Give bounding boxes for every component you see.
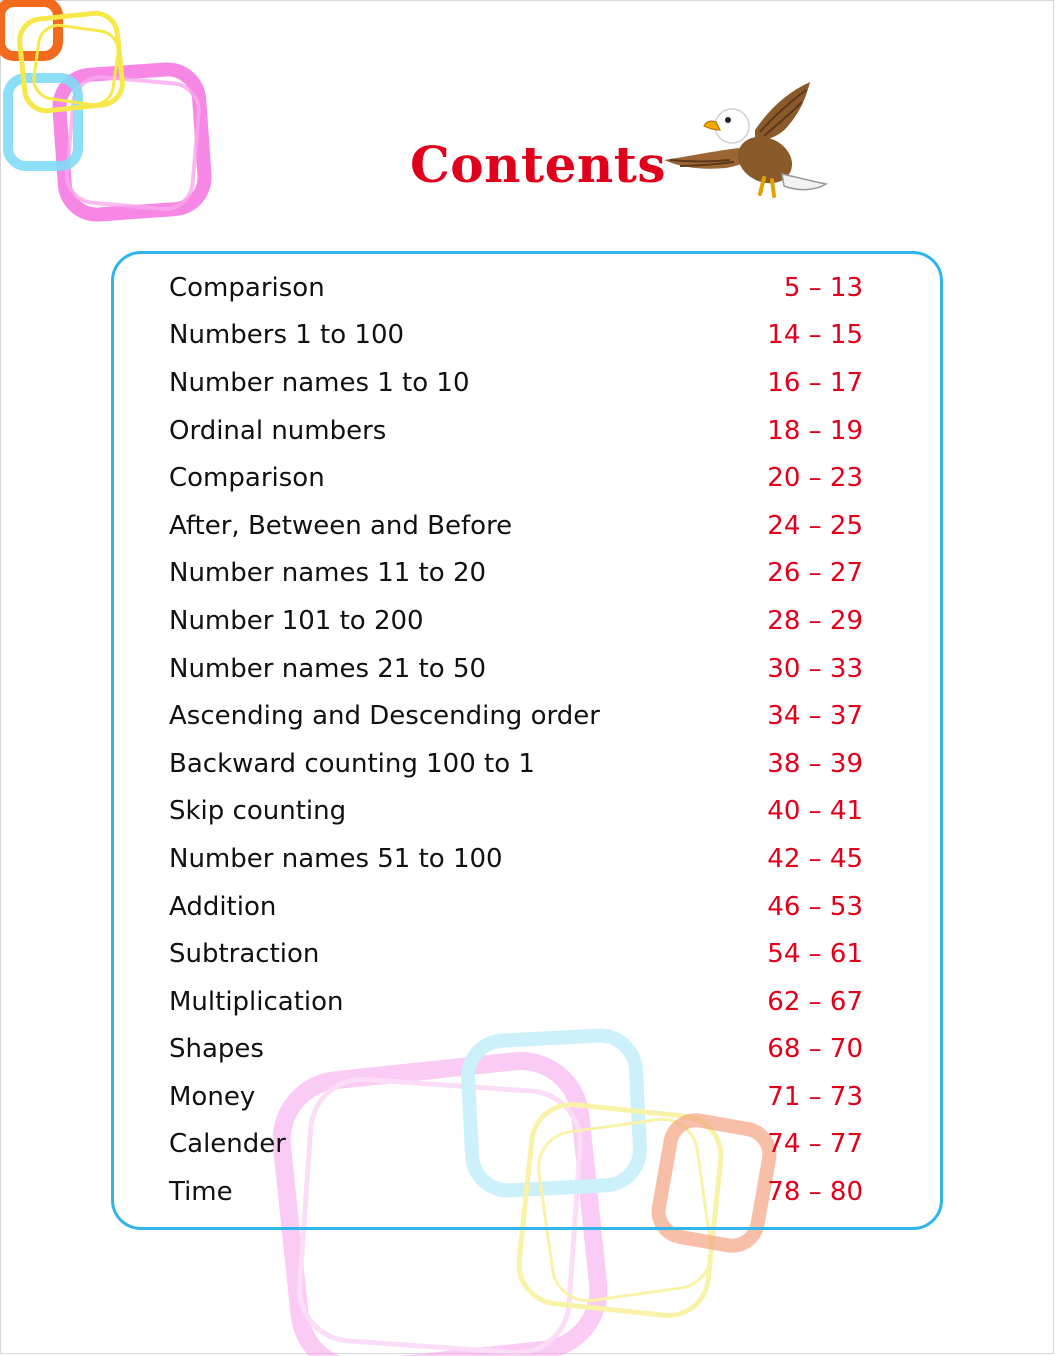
toc-topic: Comparison — [169, 463, 325, 494]
toc-topic: Money — [169, 1081, 256, 1112]
toc-page-range: 46 – 53 — [767, 891, 863, 922]
toc-topic: Time — [169, 1177, 233, 1208]
toc-row — [169, 597, 863, 645]
toc-row — [169, 454, 863, 502]
toc-page-range: 54 – 61 — [767, 939, 863, 970]
toc-row — [169, 312, 863, 360]
toc-topic: Numbers 1 to 100 — [169, 320, 405, 351]
toc-topic: Skip counting — [169, 796, 347, 827]
toc-page-range: 16 – 17 — [767, 367, 863, 398]
toc-page-range: 62 – 67 — [767, 986, 863, 1017]
toc-topic: Backward counting 100 to 1 — [169, 748, 535, 779]
toc-page-range: 74 – 77 — [767, 1129, 863, 1160]
toc-page-range: 26 – 27 — [767, 558, 863, 589]
toc-row — [169, 359, 863, 407]
toc-topic: Ascending and Descending order — [169, 701, 600, 732]
toc-list — [169, 264, 863, 1216]
toc-topic: Comparison — [169, 272, 325, 303]
toc-page-range: 30 – 33 — [767, 653, 863, 684]
toc-row — [169, 883, 863, 931]
toc-topic: Multiplication — [169, 986, 344, 1017]
toc-row — [169, 1121, 863, 1169]
toc-page-range: 20 – 23 — [767, 463, 863, 494]
eagle-icon — [660, 78, 830, 206]
toc-row — [169, 264, 863, 312]
toc-page-range: 40 – 41 — [767, 796, 863, 827]
toc-page-range: 68 – 70 — [767, 1034, 863, 1065]
page-title: Contents — [410, 135, 667, 194]
toc-topic: Addition — [169, 891, 277, 922]
toc-row — [169, 740, 863, 788]
toc-row — [169, 407, 863, 455]
toc-row — [169, 930, 863, 978]
toc-page-range: 28 – 29 — [767, 605, 863, 636]
toc-topic: After, Between and Before — [169, 510, 513, 541]
toc-page-range: 78 – 80 — [767, 1177, 863, 1208]
toc-topic: Number names 21 to 50 — [169, 653, 487, 684]
toc-topic: Subtraction — [169, 939, 320, 970]
toc-row — [169, 835, 863, 883]
toc-page-range: 34 – 37 — [767, 701, 863, 732]
toc-row — [169, 645, 863, 693]
toc-page-range: 71 – 73 — [767, 1081, 863, 1112]
toc-topic: Number names 11 to 20 — [169, 558, 487, 589]
toc-row — [169, 1168, 863, 1216]
toc-topic: Number names 51 to 100 — [169, 843, 503, 874]
toc-row — [169, 1026, 863, 1074]
toc-page-range: 18 – 19 — [767, 415, 863, 446]
toc-row — [169, 502, 863, 550]
toc-page-range: 42 – 45 — [767, 843, 863, 874]
toc-topic: Number names 1 to 10 — [169, 367, 470, 398]
toc-topic: Number 101 to 200 — [169, 605, 424, 636]
toc-topic: Calender — [169, 1129, 286, 1160]
toc-page-range: 38 – 39 — [767, 748, 863, 779]
toc-page-range: 14 – 15 — [767, 320, 863, 351]
toc-row — [169, 550, 863, 598]
toc-row — [169, 1073, 863, 1121]
toc-page-range: 24 – 25 — [767, 510, 863, 541]
toc-row — [169, 788, 863, 836]
toc-row — [169, 978, 863, 1026]
toc-page-range: 5 – 13 — [783, 272, 863, 303]
toc-row — [169, 692, 863, 740]
toc-topic: Shapes — [169, 1034, 264, 1065]
toc-topic: Ordinal numbers — [169, 415, 387, 446]
